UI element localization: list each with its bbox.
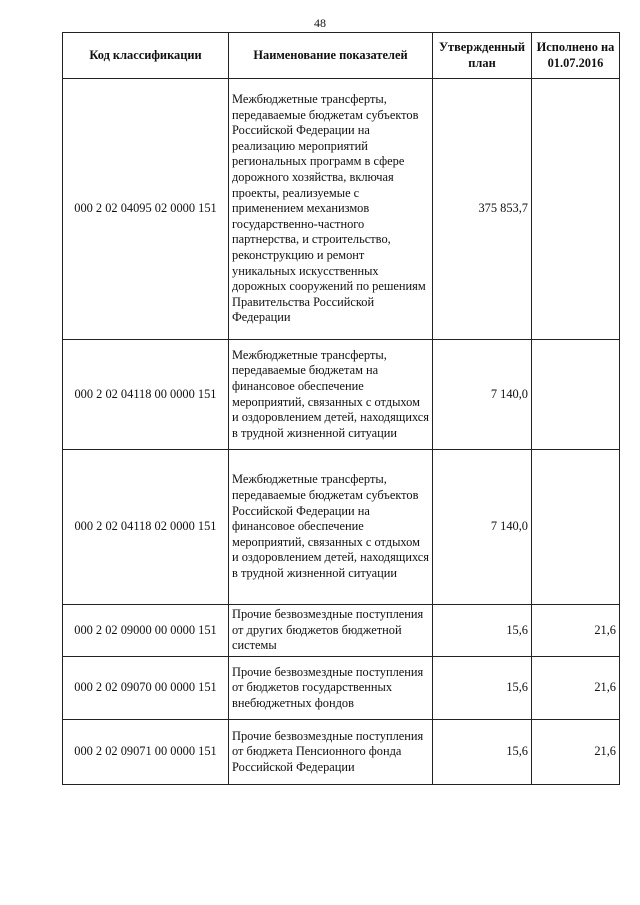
cell-plan: 375 853,7 bbox=[433, 79, 532, 340]
cell-plan: 15,6 bbox=[433, 605, 532, 657]
cell-name: Прочие безвозмездные поступления от бюджета Пенсионного фонда Российской Федерации bbox=[229, 720, 433, 785]
cell-plan: 15,6 bbox=[433, 657, 532, 720]
cell-plan: 15,6 bbox=[433, 720, 532, 785]
cell-code: 000 2 02 04118 00 0000 151 bbox=[63, 340, 229, 450]
table-row bbox=[63, 340, 620, 450]
cell-name: Прочие безвозмездные поступления от бюджетов государственных внебюджетных фондов bbox=[229, 657, 433, 720]
table-row bbox=[63, 79, 620, 340]
table-row bbox=[63, 657, 620, 720]
header-name: Наименование показателей bbox=[229, 33, 433, 79]
cell-code: 000 2 02 09071 00 0000 151 bbox=[63, 720, 229, 785]
header-code: Код классификации bbox=[63, 33, 229, 79]
table-header-row bbox=[63, 33, 620, 79]
cell-code: 000 2 02 09000 00 0000 151 bbox=[63, 605, 229, 657]
cell-done: 21,6 bbox=[532, 657, 620, 720]
cell-done: 21,6 bbox=[532, 605, 620, 657]
cell-done bbox=[532, 450, 620, 605]
page-number: 48 bbox=[314, 16, 326, 30]
cell-code: 000 2 02 04118 02 0000 151 bbox=[63, 450, 229, 605]
cell-done bbox=[532, 79, 620, 340]
cell-code: 000 2 02 04095 02 0000 151 bbox=[63, 79, 229, 340]
header-plan: Утвержденный план bbox=[433, 33, 532, 79]
cell-name: Межбюджетные трансферты, передаваемые бюджетам субъектов Российской Федерации на финансовое обеспечение мероприятий, связанных с отдыхом и оздоровлением детей, находящихся в трудной жизненной ситуации bbox=[229, 450, 433, 605]
table-row bbox=[63, 720, 620, 785]
header-done: Исполнено на 01.07.2016 bbox=[532, 33, 620, 79]
cell-name: Прочие безвозмездные поступления от других бюджетов бюджетной системы bbox=[229, 605, 433, 657]
cell-done: 21,6 bbox=[532, 720, 620, 785]
table-row bbox=[63, 450, 620, 605]
cell-plan: 7 140,0 bbox=[433, 450, 532, 605]
cell-plan: 7 140,0 bbox=[433, 340, 532, 450]
cell-done bbox=[532, 340, 620, 450]
cell-code: 000 2 02 09070 00 0000 151 bbox=[63, 657, 229, 720]
cell-name: Межбюджетные трансферты, передаваемые бюджетам субъектов Российской Федерации на реализацию мероприятий региональных программ в сфере дорожного хозяйства, включая проекты, реализуемые с применением механизмов государственно-частного партнерства, и строительство, реконструкцию и ремонт уникальных искусственных дорожных сооружений по решениям Правительства Российской Федерации bbox=[229, 79, 433, 340]
cell-name: Межбюджетные трансферты, передаваемые бюджетам на финансовое обеспечение мероприятий, связанных с отдыхом и оздоровлением детей, находящихся в трудной жизненной ситуации bbox=[229, 340, 433, 450]
budget-table bbox=[62, 32, 620, 785]
table-row bbox=[63, 605, 620, 657]
